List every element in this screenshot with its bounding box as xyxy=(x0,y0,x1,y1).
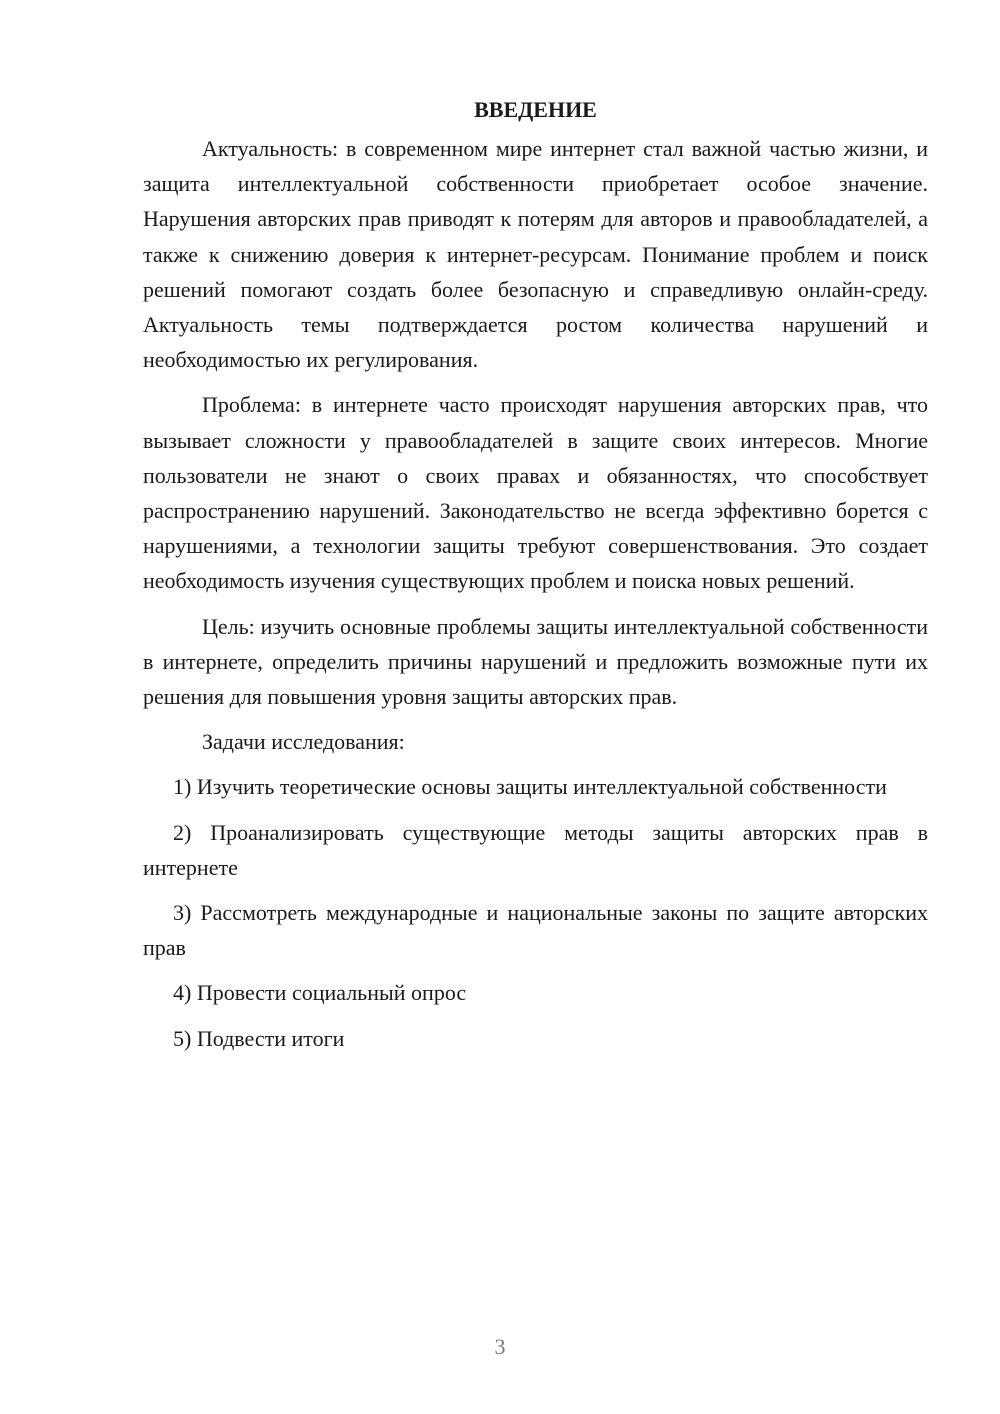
task-item-4: 4) Провести социальный опрос xyxy=(173,980,467,1006)
task-item-2: 2) Проанализировать существующие методы защиты авторских прав в интернете xyxy=(143,819,928,880)
paragraph-problem: Проблема: в интернете часто происходят нарушения авторских прав, что вызывает сложности у правообладателей в защите своих интересов. Многие пользователи не знают о своих правах и обязанностях, что способствует распространению нарушений. Законодательство не всегда эффективно борется с нарушениями, а технологии защиты требуют совершенствования. Это создает необходимость изучения существующих проблем и поиска новых решений. xyxy=(143,392,928,594)
paragraph-goal: Цель: изучить основные проблемы защиты интеллектуальной собственности в интернете, определить причины нарушений и предложить возможные пути их решения для повышения уровня защиты авторских прав. xyxy=(143,613,928,710)
document-page xyxy=(143,92,928,1066)
task-item-3: 3) Рассмотреть международные и национальные законы по защите авторских прав xyxy=(143,900,928,961)
task-item-1: 1) Изучить теоретические основы защиты интеллектуальной собственности xyxy=(173,774,887,800)
page-number: 3 xyxy=(494,1334,506,1359)
task-item-5: 5) Подвести итоги xyxy=(173,1025,345,1051)
section-heading: ВВЕДЕНИЕ xyxy=(474,97,597,122)
paragraph-relevance: Актуальность: в современном мире интернет стал важной частью жизни, и защита интеллектуальной собственности приобретает особое значение. Нарушения авторских прав приводят к потерям для авторов и правообладателей, а также к снижению доверия к интернет-ресурсам. Понимание проблем и поиск решений помогают создать более безопасную и справедливую онлайн-среду. Актуальность темы подтверждается ростом количества нарушений и необходимостью их регулирования. xyxy=(143,136,928,373)
tasks-title: Задачи исследования: xyxy=(202,729,405,755)
